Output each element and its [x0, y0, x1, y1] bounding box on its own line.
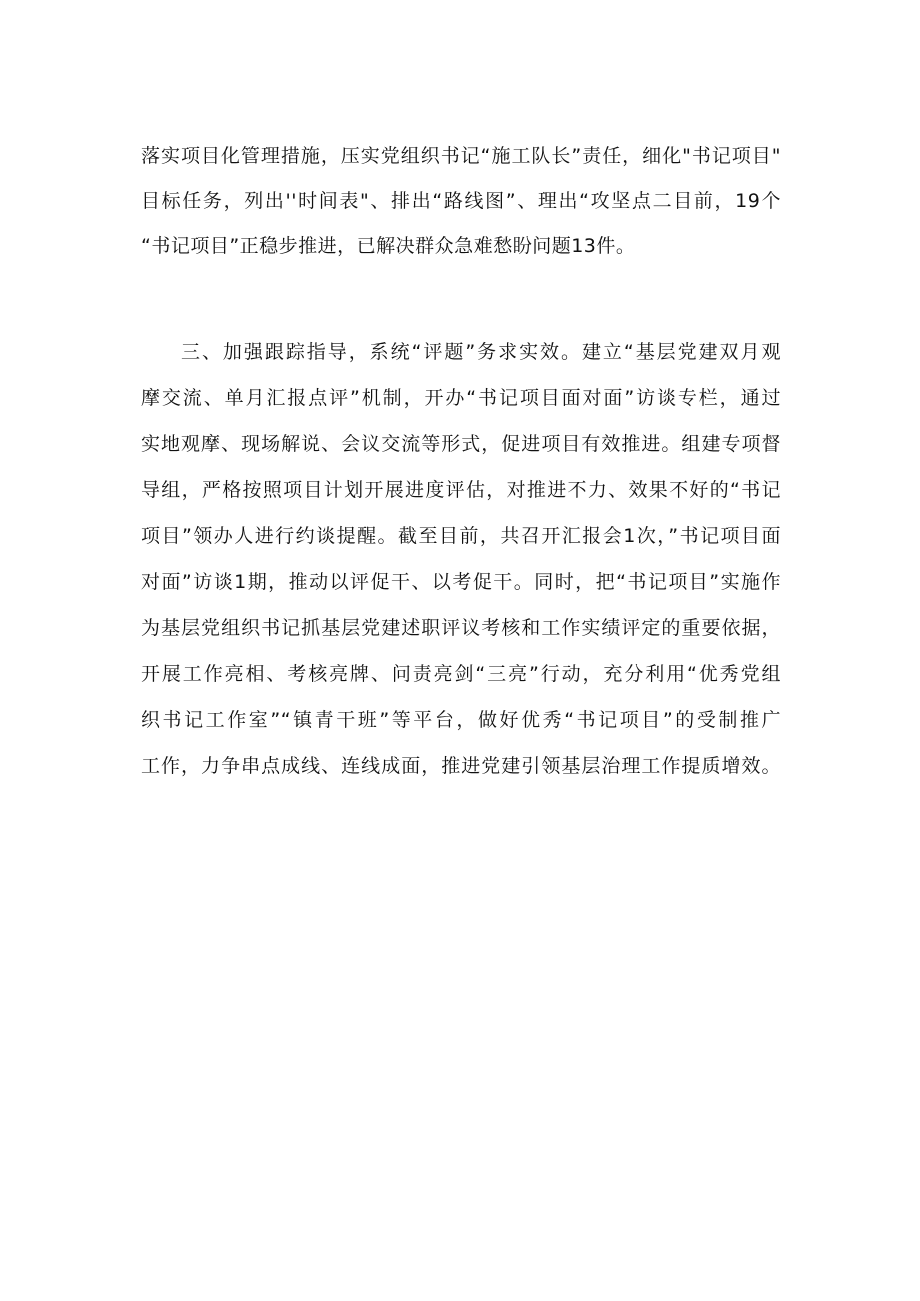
paragraph-line: 三、加强跟踪指导，系统“评题”务求实效。建立“基层党建双月观 [181, 341, 781, 363]
paragraph-line: 摩交流、单月汇报点评”机制，开办“书记项目面对面”访谈专栏，通过 [141, 387, 781, 409]
paragraph-line: 目标任务，列出''时间表"、排出“路线图”、理出“攻坚点二目前，19个 [141, 190, 781, 212]
paragraph-line: 织书记工作室”“镇青干班”等平台，做好优秀“书记项目”的受制推广 [141, 709, 781, 731]
paragraph-line: 工作，力争串点成线、连线成面，推进党建引领基层治理工作提质增效。 [141, 755, 781, 777]
paragraph-line: 项目”领办人进行约谈提醒。截至目前，共召开汇报会1次，”书记项目面 [141, 525, 781, 547]
paragraph-line: 开展工作亮相、考核亮牌、问责亮剑“三亮”行动，充分利用“优秀党组 [141, 663, 781, 685]
paragraph-line: “书记项目”正稳步推进，已解决群众急难愁盼问题13件。 [141, 235, 636, 257]
paragraph-line: 对面”访谈1期，推动以评促干、以考促干。同时，把“书记项目”实施作 [141, 571, 781, 593]
paragraph-line: 导组，严格按照项目计划开展进度评估，对推进不力、效果不好的“书记 [141, 479, 781, 501]
paragraph-line: 为基层党组织书记抓基层党建述职评议考核和工作实绩评定的重要依据， [141, 617, 781, 639]
paragraph-line: 落实项目化管理措施，压实党组织书记“施工队长”责任，细化"书记项目" [141, 145, 781, 167]
paragraph-line: 实地观摩、现场解说、会议交流等形式，促进项目有效推进。组建专项督 [141, 433, 781, 455]
